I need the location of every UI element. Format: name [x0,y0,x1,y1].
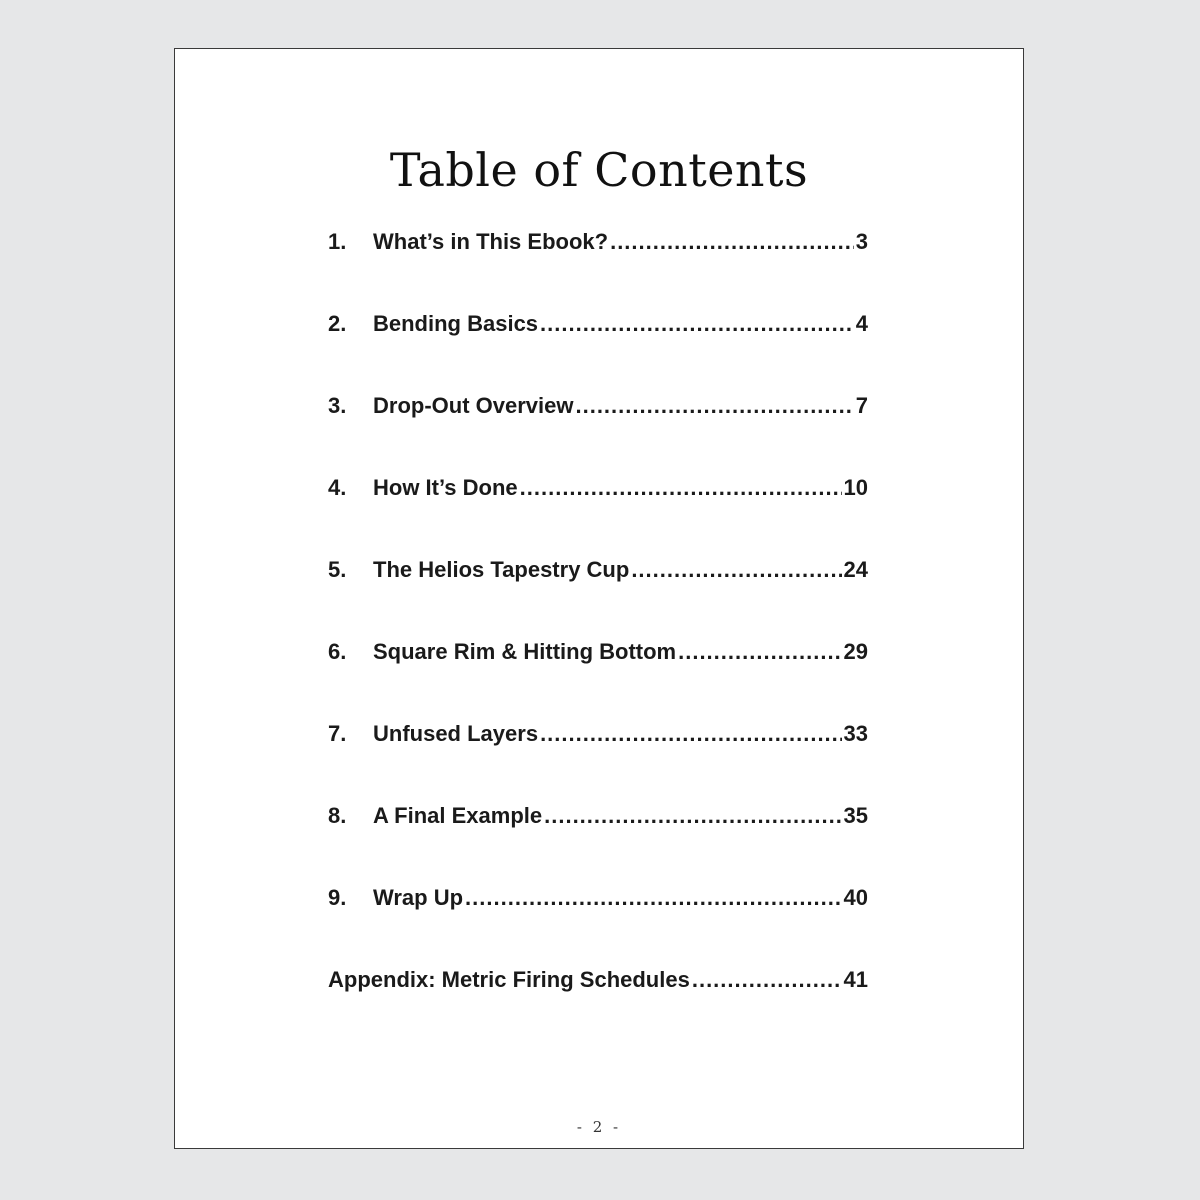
toc-entry-page: 29 [843,639,868,664]
toc-entry-page: 7 [855,393,868,418]
toc-entry-page: 33 [843,721,868,746]
toc-entry-label: Wrap Up [373,885,464,910]
toc-entry-page: 4 [855,311,868,336]
toc-entry-label: Unfused Layers [373,721,539,746]
toc-entry-appendix[interactable] [328,967,868,1049]
toc-entry[interactable] [328,557,868,639]
page-number-footer: - 2 - [576,1118,622,1136]
toc-entry-page: 3 [855,229,868,254]
toc-entry-label: Bending Basics [373,311,539,336]
toc-entry[interactable] [328,393,868,475]
toc-entry-page: 10 [843,475,868,500]
toc-entry-number: 5. [328,557,347,582]
toc-entry-number: 4. [328,475,347,500]
toc-entry[interactable] [328,803,868,885]
toc-entry-label: A Final Example [373,803,543,828]
toc-entry-number: 7. [328,721,347,746]
toc-entry-label: Drop-Out Overview [373,393,574,418]
toc-entry-page: 40 [843,885,868,910]
toc-entry-page: 41 [843,967,868,992]
dot-leader [465,885,841,911]
toc-entry-number: 3. [328,393,347,418]
toc-entry[interactable] [328,475,868,557]
toc-entry-number: 2. [328,311,347,336]
toc-entry-label: What’s in This Ebook? [373,229,609,254]
toc-entry-label: Appendix: Metric Firing Schedules [328,967,690,992]
toc-entry[interactable] [328,885,868,967]
dot-leader [678,639,841,665]
dot-leader [692,967,842,993]
toc-entry[interactable] [328,639,868,721]
toc-entry-page: 35 [843,803,868,828]
toc-entry-number: 8. [328,803,347,828]
document-page [174,48,1024,1149]
dot-leader [631,557,841,583]
toc-entry-number: 6. [328,639,347,664]
toc-entry[interactable] [328,721,868,803]
dot-leader [520,475,842,501]
toc-entry-page: 24 [843,557,868,582]
dot-leader [544,803,841,829]
toc-entry[interactable] [328,229,868,311]
toc-entry-number: 9. [328,885,347,910]
toc-entry-label: How It’s Done [373,475,518,500]
toc-entry-label: Square Rim & Hitting Bottom [373,639,677,664]
dot-leader [540,721,841,747]
table-of-contents [328,229,868,1049]
dot-leader [610,229,854,255]
toc-entry-label: The Helios Tapestry Cup [373,557,630,582]
dot-leader [540,311,854,337]
toc-entry[interactable] [328,311,868,393]
dot-leader [575,393,853,419]
page-title: Table of Contents [389,143,809,197]
toc-entry-number: 1. [328,229,347,254]
